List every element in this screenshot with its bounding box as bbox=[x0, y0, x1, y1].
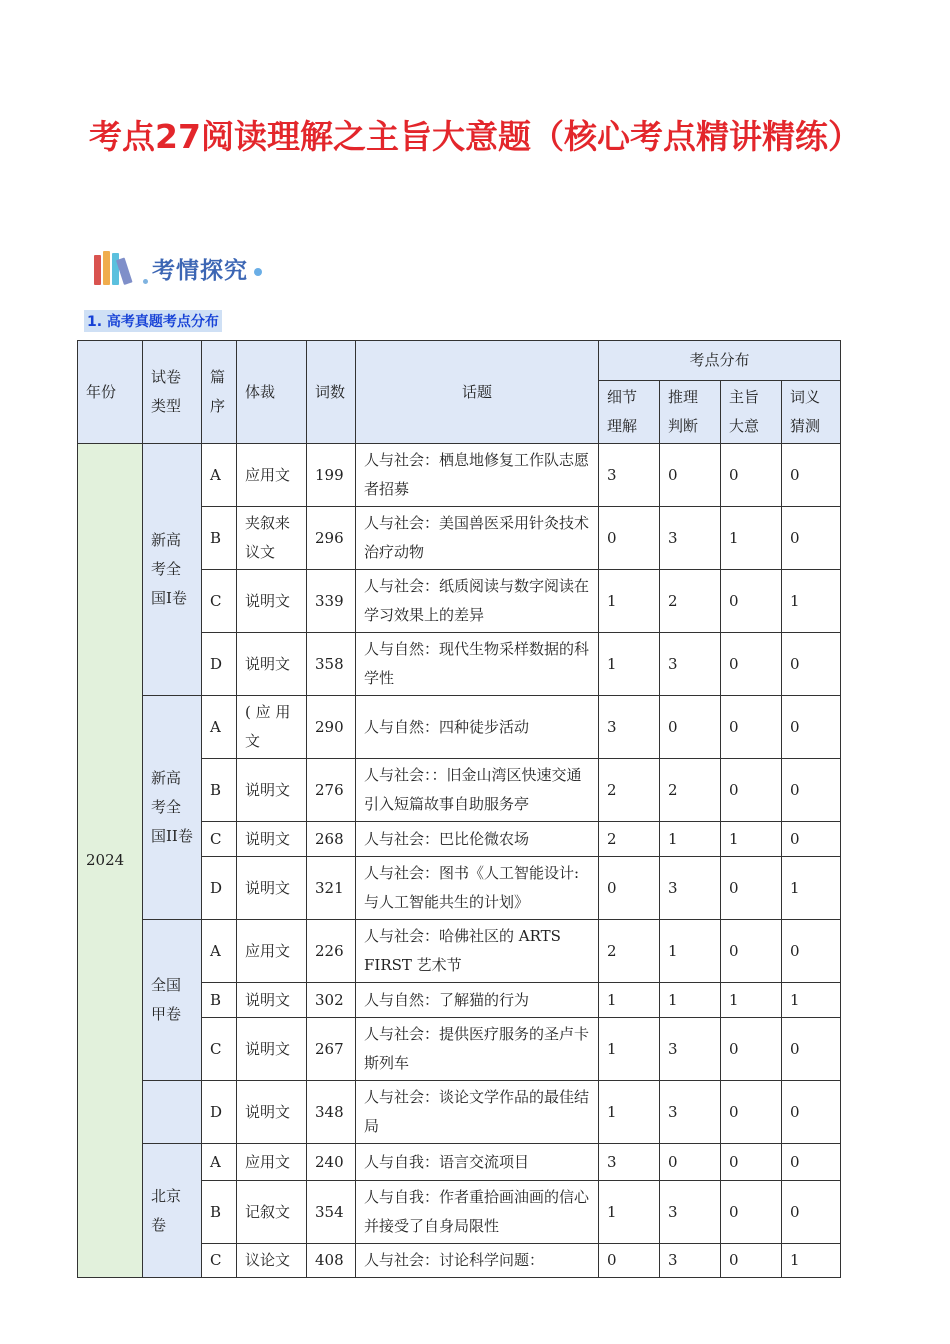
year-cell: 2024 bbox=[78, 444, 143, 1278]
word-count-cell: 268 bbox=[307, 822, 356, 857]
topic-cell: 人与社会：纸质阅读与数字阅读在学习效果上的差异 bbox=[356, 570, 599, 633]
detail-cell: 0 bbox=[599, 857, 660, 920]
order-cell: A bbox=[202, 920, 237, 983]
detail-cell: 1 bbox=[599, 1081, 660, 1144]
table-row bbox=[78, 1144, 841, 1181]
word-count-cell: 408 bbox=[307, 1244, 356, 1278]
genre-cell: ( 应 用 文 bbox=[237, 696, 307, 759]
topic-cell: 人与社会：提供医疗服务的圣卢卡斯列车 bbox=[356, 1018, 599, 1081]
order-cell: A bbox=[202, 1144, 237, 1181]
table-row bbox=[78, 1081, 841, 1144]
genre-cell: 说明文 bbox=[237, 1081, 307, 1144]
vocab-cell: 0 bbox=[782, 507, 841, 570]
genre-cell: 议论文 bbox=[237, 1244, 307, 1278]
detail-cell: 1 bbox=[599, 1181, 660, 1244]
detail-cell: 2 bbox=[599, 822, 660, 857]
main-idea-cell: 0 bbox=[721, 696, 782, 759]
exam-distribution-table bbox=[77, 340, 841, 1278]
vocab-cell: 0 bbox=[782, 1144, 841, 1181]
main-idea-cell: 0 bbox=[721, 920, 782, 983]
detail-cell: 3 bbox=[599, 444, 660, 507]
dot-icon bbox=[254, 268, 262, 276]
inference-cell: 3 bbox=[660, 857, 721, 920]
header-detail: 细节理解 bbox=[599, 381, 660, 444]
inference-cell: 0 bbox=[660, 444, 721, 507]
main-idea-cell: 0 bbox=[721, 1244, 782, 1278]
order-cell: C bbox=[202, 1244, 237, 1278]
header-main-idea: 主旨大意 bbox=[721, 381, 782, 444]
header-vocab: 词义猜测 bbox=[782, 381, 841, 444]
order-cell: D bbox=[202, 857, 237, 920]
inference-cell: 3 bbox=[660, 1244, 721, 1278]
vocab-cell: 1 bbox=[782, 983, 841, 1018]
main-idea-cell: 0 bbox=[721, 444, 782, 507]
main-idea-cell: 0 bbox=[721, 1018, 782, 1081]
vocab-cell: 0 bbox=[782, 822, 841, 857]
main-idea-cell: 0 bbox=[721, 1144, 782, 1181]
table-row bbox=[78, 444, 841, 507]
table-row bbox=[78, 920, 841, 983]
topic-cell: 人与社会：美国兽医采用针灸技术治疗动物 bbox=[356, 507, 599, 570]
genre-cell: 说明文 bbox=[237, 983, 307, 1018]
vocab-cell: 0 bbox=[782, 696, 841, 759]
main-idea-cell: 0 bbox=[721, 1081, 782, 1144]
inference-cell: 3 bbox=[660, 507, 721, 570]
word-count-cell: 321 bbox=[307, 857, 356, 920]
topic-cell: 人与社会：巴比伦微农场 bbox=[356, 822, 599, 857]
detail-cell: 2 bbox=[599, 920, 660, 983]
word-count-cell: 302 bbox=[307, 983, 356, 1018]
vocab-cell: 0 bbox=[782, 444, 841, 507]
topic-cell: 人与社会：哈佛社区的 ARTS FIRST 艺术节 bbox=[356, 920, 599, 983]
genre-cell: 应用文 bbox=[237, 920, 307, 983]
vocab-cell: 0 bbox=[782, 920, 841, 983]
vocab-cell: 0 bbox=[782, 1081, 841, 1144]
paper-type-cell: 新高考全国I卷 bbox=[143, 444, 202, 696]
vocab-cell: 0 bbox=[782, 1018, 841, 1081]
topic-cell: 人与自我：作者重拾画油画的信心并接受了自身局限性 bbox=[356, 1181, 599, 1244]
genre-cell: 应用文 bbox=[237, 1144, 307, 1181]
order-cell: C bbox=[202, 1018, 237, 1081]
header-distribution: 考点分布 bbox=[599, 341, 841, 381]
table-row bbox=[78, 696, 841, 759]
genre-cell: 说明文 bbox=[237, 759, 307, 822]
order-cell: D bbox=[202, 633, 237, 696]
detail-cell: 3 bbox=[599, 696, 660, 759]
word-count-cell: 290 bbox=[307, 696, 356, 759]
detail-cell: 2 bbox=[599, 759, 660, 822]
inference-cell: 1 bbox=[660, 822, 721, 857]
word-count-cell: 358 bbox=[307, 633, 356, 696]
main-idea-cell: 1 bbox=[721, 507, 782, 570]
header-word-count: 词数 bbox=[307, 341, 356, 444]
main-idea-cell: 0 bbox=[721, 759, 782, 822]
order-cell: B bbox=[202, 983, 237, 1018]
paper-type-cell bbox=[143, 1081, 202, 1144]
inference-cell: 3 bbox=[660, 1081, 721, 1144]
inference-cell: 1 bbox=[660, 983, 721, 1018]
vocab-cell: 0 bbox=[782, 759, 841, 822]
word-count-cell: 348 bbox=[307, 1081, 356, 1144]
topic-cell: 人与社会：：旧金山湾区快速交通引入短篇故事自助服务亭 bbox=[356, 759, 599, 822]
order-cell: A bbox=[202, 444, 237, 507]
inference-cell: 3 bbox=[660, 1018, 721, 1081]
order-cell: C bbox=[202, 570, 237, 633]
main-idea-cell: 0 bbox=[721, 633, 782, 696]
detail-cell: 1 bbox=[599, 570, 660, 633]
genre-cell: 说明文 bbox=[237, 857, 307, 920]
header-order: 篇序 bbox=[202, 341, 237, 444]
order-cell: B bbox=[202, 507, 237, 570]
subheading: 1. 高考真题考点分布 bbox=[84, 310, 222, 332]
topic-cell: 人与社会：谈论文学作品的最佳结局 bbox=[356, 1081, 599, 1144]
detail-cell: 0 bbox=[599, 1244, 660, 1278]
main-idea-cell: 0 bbox=[721, 1181, 782, 1244]
vocab-cell: 1 bbox=[782, 857, 841, 920]
word-count-cell: 276 bbox=[307, 759, 356, 822]
genre-cell: 应用文 bbox=[237, 444, 307, 507]
inference-cell: 0 bbox=[660, 1144, 721, 1181]
order-cell: D bbox=[202, 1081, 237, 1144]
detail-cell: 1 bbox=[599, 1018, 660, 1081]
paper-type-cell: 新高考全国II卷 bbox=[143, 696, 202, 920]
page-title: 考点27阅读理解之主旨大意题（核心考点精讲精练） bbox=[89, 117, 861, 156]
inference-cell: 3 bbox=[660, 633, 721, 696]
dot-icon bbox=[143, 279, 148, 284]
paper-type-cell: 北京卷 bbox=[143, 1144, 202, 1278]
header-paper-type: 试卷类型 bbox=[143, 341, 202, 444]
main-idea-cell: 0 bbox=[721, 570, 782, 633]
main-idea-cell: 0 bbox=[721, 857, 782, 920]
word-count-cell: 339 bbox=[307, 570, 356, 633]
header-genre: 体裁 bbox=[237, 341, 307, 444]
topic-cell: 人与社会：图书《人工智能设计:与人工智能共生的计划》 bbox=[356, 857, 599, 920]
vocab-cell: 0 bbox=[782, 633, 841, 696]
vocab-cell: 1 bbox=[782, 570, 841, 633]
word-count-cell: 354 bbox=[307, 1181, 356, 1244]
word-count-cell: 296 bbox=[307, 507, 356, 570]
genre-cell: 说明文 bbox=[237, 633, 307, 696]
order-cell: C bbox=[202, 822, 237, 857]
order-cell: B bbox=[202, 1181, 237, 1244]
genre-cell: 说明文 bbox=[237, 570, 307, 633]
detail-cell: 0 bbox=[599, 507, 660, 570]
main-idea-cell: 1 bbox=[721, 822, 782, 857]
detail-cell: 3 bbox=[599, 1144, 660, 1181]
word-count-cell: 267 bbox=[307, 1018, 356, 1081]
header-year: 年份 bbox=[78, 341, 143, 444]
topic-cell: 人与自我：语言交流项目 bbox=[356, 1144, 599, 1181]
topic-cell: 人与社会：讨论科学问题： bbox=[356, 1244, 599, 1278]
vocab-cell: 1 bbox=[782, 1244, 841, 1278]
word-count-cell: 226 bbox=[307, 920, 356, 983]
header-inference: 推理判断 bbox=[660, 381, 721, 444]
genre-cell: 夹叙来议文 bbox=[237, 507, 307, 570]
inference-cell: 2 bbox=[660, 570, 721, 633]
header-topic: 话题 bbox=[356, 341, 599, 444]
topic-cell: 人与自然：现代生物采样数据的科学性 bbox=[356, 633, 599, 696]
word-count-cell: 199 bbox=[307, 444, 356, 507]
topic-cell: 人与自然：了解猫的行为 bbox=[356, 983, 599, 1018]
genre-cell: 说明文 bbox=[237, 822, 307, 857]
paper-type-cell: 全国甲卷 bbox=[143, 920, 202, 1081]
section-label: 考情探究 bbox=[152, 257, 248, 284]
books-icon bbox=[94, 251, 135, 285]
detail-cell: 1 bbox=[599, 983, 660, 1018]
vocab-cell: 0 bbox=[782, 1181, 841, 1244]
genre-cell: 说明文 bbox=[237, 1018, 307, 1081]
word-count-cell: 240 bbox=[307, 1144, 356, 1181]
section-badge bbox=[94, 248, 262, 288]
detail-cell: 1 bbox=[599, 633, 660, 696]
main-idea-cell: 1 bbox=[721, 983, 782, 1018]
topic-cell: 人与社会：栖息地修复工作队志愿者招募 bbox=[356, 444, 599, 507]
inference-cell: 0 bbox=[660, 696, 721, 759]
topic-cell: 人与自然：四种徒步活动 bbox=[356, 696, 599, 759]
inference-cell: 3 bbox=[660, 1181, 721, 1244]
inference-cell: 1 bbox=[660, 920, 721, 983]
order-cell: B bbox=[202, 759, 237, 822]
inference-cell: 2 bbox=[660, 759, 721, 822]
order-cell: A bbox=[202, 696, 237, 759]
genre-cell: 记叙文 bbox=[237, 1181, 307, 1244]
